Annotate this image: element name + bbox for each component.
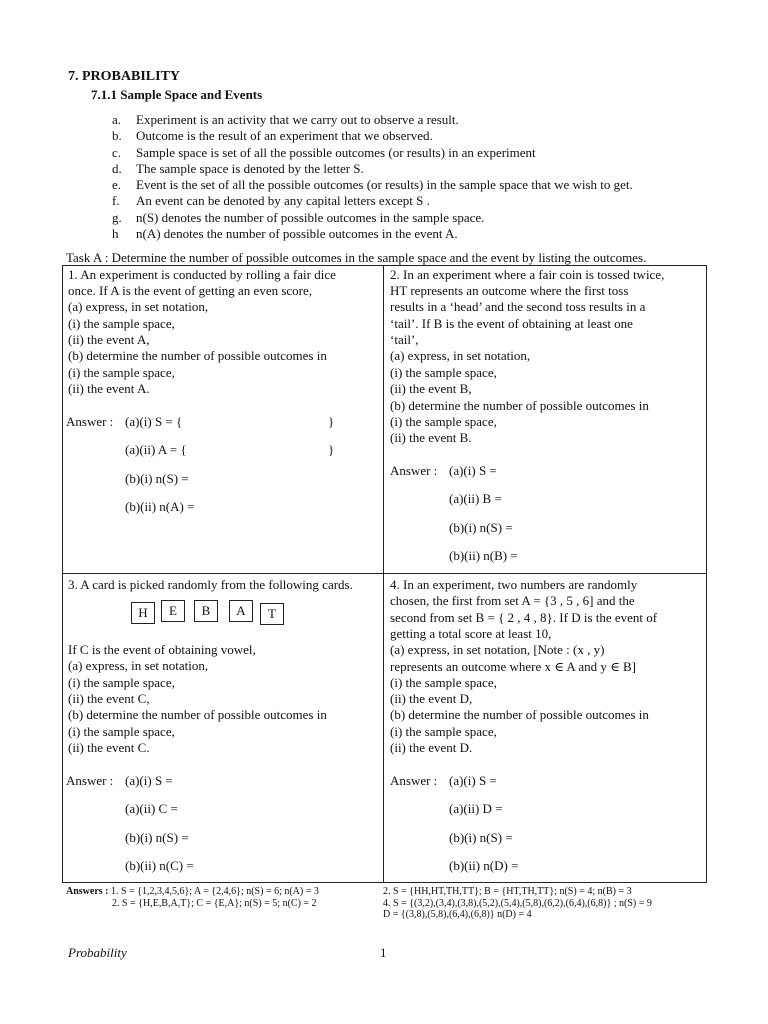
definition-item: a. Experiment is an activity that we carry out to observe a result. <box>112 112 459 127</box>
question-line: (i) the sample space, <box>390 724 497 739</box>
answer-b-i: (b)(i) n(S) = <box>449 830 513 845</box>
answer-b-i: (b)(i) n(S) = <box>449 520 513 535</box>
question-line: (ii) the event B, <box>390 381 472 396</box>
answer-key-row: D = {(3,8),(5,8),(6,4),(6,8)} n(D) = 4 <box>383 909 532 921</box>
question-line: getting a total score at least 10, <box>390 626 552 641</box>
card-t: T <box>260 603 284 625</box>
definition-item: f. An event can be denoted by any capital letters except S . <box>112 193 430 209</box>
question-line: (i) the sample space, <box>68 365 175 380</box>
question-line: (i) the sample space, <box>390 365 497 380</box>
answer-label: Answer : <box>66 773 114 788</box>
answer-brace: } <box>328 414 335 429</box>
answer-key-row: 2. S = {HH,HT,TH,TT}; B = {HT,TH,TT}; n(S) = 4; n(B) = 3 <box>383 886 632 897</box>
answer-a-i: (a)(i) S = <box>125 773 173 788</box>
question-line: (i) the sample space, <box>68 675 175 690</box>
answer-key-label: Answers : <box>66 886 109 897</box>
question-line: second from set B = { 2 , 4 , 8}. If D is the event of <box>390 610 658 625</box>
question-line: represents an outcome where x ∈ A and y ∈ B] <box>390 659 636 674</box>
grid-divider-vertical <box>383 265 384 883</box>
answer-a-ii: (a)(ii) B = <box>449 491 502 506</box>
question-line: (a) express, in set notation, <box>68 299 209 314</box>
question-line: (a) express, in set notation, [Note : (x , y) <box>390 642 605 657</box>
page-number: 1 <box>380 945 387 960</box>
card-h: H <box>131 602 155 624</box>
answer-a-ii: (a)(ii) A = { <box>125 442 187 457</box>
question-line: (ii) the event C. <box>68 740 150 755</box>
question-line: (b) determine the number of possible outcomes in <box>390 707 649 722</box>
definition-item: g. n(S) denotes the number of possible outcomes in the sample space. <box>112 209 485 225</box>
question-line: (i) the sample space, <box>68 316 175 331</box>
question-line: (ii) the event C, <box>68 691 150 706</box>
task-instruction: Task A : Determine the number of possible outcomes in the sample space and the event by listing the outcomes. <box>66 250 647 265</box>
definitions-list <box>112 112 633 242</box>
definition-item: h n(A) denotes the number of possible outcomes in the event A. <box>112 226 458 242</box>
question-line: (ii) the event A, <box>68 332 150 347</box>
question-line: (ii) the event D. <box>390 740 473 755</box>
question-line: (ii) the event B. <box>390 430 472 445</box>
answer-b-i: (b)(i) n(S) = <box>125 471 189 486</box>
answer-label: Answer : <box>390 463 438 478</box>
question-line: (a) express, in set notation, <box>68 658 209 673</box>
question-line: 4. In an experiment, two numbers are randomly <box>390 577 638 592</box>
question-line: (a) express, in set notation, <box>390 348 531 363</box>
answer-key-row: 2. S = {H,E,B,A,T}; C = {E,A}; n(S) = 5; n(C) = 2 <box>112 897 317 909</box>
question-line: (i) the sample space, <box>390 675 497 690</box>
answer-label: Answer : <box>66 414 114 429</box>
definition-item: c. Sample space is set of all the possible outcomes (or results) in an experiment <box>112 144 536 160</box>
question-line: ‘tail’. If B is the event of obtaining at least one <box>390 316 633 331</box>
section-heading: 7.1.1 Sample Space and Events <box>91 87 263 102</box>
answer-b-i: (b)(i) n(S) = <box>125 830 189 845</box>
card-e: E <box>161 600 185 622</box>
question-line: (b) determine the number of possible outcomes in <box>68 348 327 363</box>
question-line: (ii) the event A. <box>68 381 150 396</box>
answer-b-ii: (b)(ii) n(B) = <box>449 548 518 563</box>
definition-item: d. The sample space is denoted by the letter S. <box>112 160 364 176</box>
answer-a-ii: (a)(ii) D = <box>449 801 503 816</box>
question-line: 2. In an experiment where a fair coin is tossed twice, <box>390 267 665 282</box>
definition-item: e. Event is the set of all the possible outcomes (or results) in the sample space that we wish to get. <box>112 177 633 193</box>
question-line: results in a ‘head’ and the second toss results in a <box>390 299 646 314</box>
question-line: If C is the event of obtaining vowel, <box>68 642 256 657</box>
answer-b-ii: (b)(ii) n(A) = <box>125 499 195 514</box>
question-line: (i) the sample space, <box>68 724 175 739</box>
chapter-heading: 7. PROBABILITY <box>68 69 181 84</box>
answer-key-row: 4. S = {(3,2),(3,4),(3,8),(5,2),(5,4),(5,8),(6,2),(6,4),(6,8)} ; n(S) = 9 <box>383 897 652 909</box>
question-line: once. If A is the event of getting an even score, <box>68 283 313 298</box>
question-line: chosen, the first from set A = {3 , 5 , 6] and the <box>390 593 635 608</box>
question-line: (ii) the event D, <box>390 691 473 706</box>
grid-divider-horizontal <box>62 573 707 574</box>
question-line: ‘tail’, <box>390 332 419 347</box>
question-line: (i) the sample space, <box>390 414 497 429</box>
answer-label: Answer : <box>390 773 438 788</box>
answer-brace: } <box>328 442 335 457</box>
question-line: 1. An experiment is conducted by rolling a fair dice <box>68 267 336 282</box>
card-a: A <box>229 600 253 622</box>
answer-b-ii: (b)(ii) n(C) = <box>125 858 194 873</box>
answer-key-row: Answers : 1. S = {1,2,3,4,5,6}; A = {2,4,6}; n(S) = 6; n(A) = 3 <box>66 886 319 897</box>
answer-a-i: (a)(i) S = <box>449 773 497 788</box>
question-line: HT represents an outcome where the first toss <box>390 283 629 298</box>
answer-a-ii: (a)(ii) C = <box>125 801 178 816</box>
answer-a-i: (a)(i) S = <box>449 463 497 478</box>
question-line: 3. A card is picked randomly from the following cards. <box>68 577 353 592</box>
footer-title: Probability <box>68 945 127 960</box>
answer-b-ii: (b)(ii) n(D) = <box>449 858 519 873</box>
question-line: (b) determine the number of possible outcomes in <box>68 707 327 722</box>
definition-item: b. Outcome is the result of an experiment that we observed. <box>112 128 433 144</box>
question-line: (b) determine the number of possible outcomes in <box>390 398 649 413</box>
answer-key-left <box>66 886 319 909</box>
card-b: B <box>194 600 218 622</box>
answer-a-i: (a)(i) S = { <box>125 414 183 429</box>
answer-key-right <box>383 886 652 921</box>
